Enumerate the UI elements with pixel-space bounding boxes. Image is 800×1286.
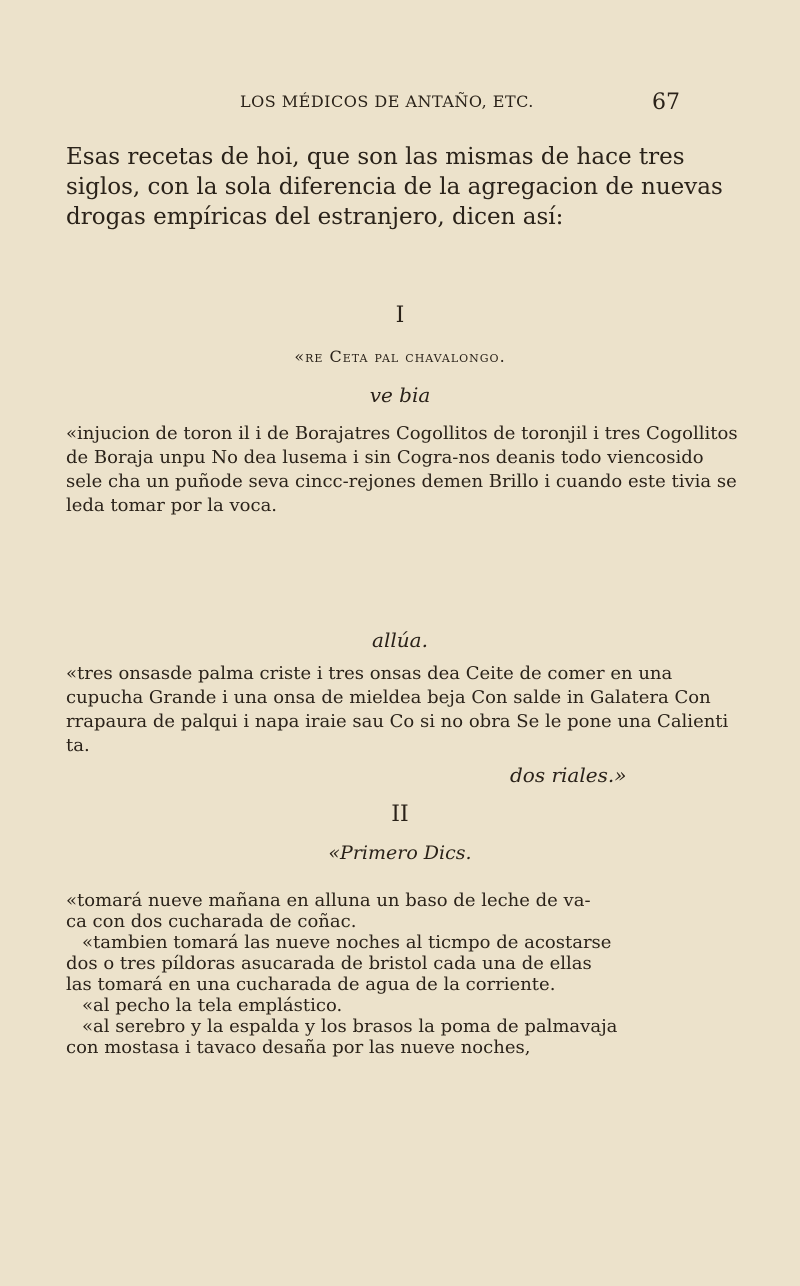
- section-1-numeral: I: [395, 303, 405, 328]
- recipe-paragraph-3: [66, 890, 738, 1058]
- section-1-subtitle-2: allúa.: [372, 628, 428, 652]
- recipe-price: dos riales.»: [510, 763, 627, 787]
- page-header: [240, 90, 680, 114]
- recipe-paragraph-1: «injucion de toron il i de Borajatres Cogollitos de toronjil i tres Cogollitos de Boraja unpu No dea lusema i sin Cogra-nos deanis todo viencosido sele cha un puñode seva cincc-rejones demen Brillo i cuando este tivia se leda tomar por la voca.: [66, 423, 738, 516]
- text-line: dos o tres píldoras asucarada de bristol cada una de ellas: [66, 953, 592, 974]
- section-2-title: «Primero Dics.: [328, 842, 472, 864]
- recipe-paragraph-2: «tres onsasde palma criste i tres onsas dea Ceite de comer en una cupucha Grande i una onsa de mieldea beja Con salde in Galatera Con rrapaura de palqui i napa iraie sau Co si no obra Se le pone una Calienti ta.: [66, 663, 729, 756]
- section-2-numeral: II: [391, 802, 409, 827]
- page-number: 67: [652, 90, 680, 115]
- text-line: «tambien tomará las nueve noches al ticmpo de acostarse: [82, 932, 612, 953]
- text-line: ca con dos cucharada de coñac.: [66, 911, 357, 932]
- intro-paragraph: Esas recetas de hoi, que son las mismas de hace tres siglos, con la sola diferencia de la agregacion de nuevas drogas empíricas del estranjero, dicen así:: [66, 144, 723, 230]
- section-1-subtitle: ve bia: [369, 383, 431, 407]
- section-1-title: «re Ceta pal chavalongo.: [294, 347, 506, 366]
- text-line: «al pecho la tela emplástico.: [82, 995, 343, 1016]
- text-line: «al serebro y la espalda y los brasos la poma de palmavaja: [82, 1016, 618, 1037]
- text-line: las tomará en una cucharada de agua de la corriente.: [66, 974, 556, 995]
- text-line: con mostasa i tavaco desaña por las nueve noches,: [66, 1037, 531, 1058]
- text-line: «tomará nueve mañana en alluna un baso de leche de va-: [66, 890, 591, 911]
- running-head: LOS MÉDICOS DE ANTAÑO, ETC.: [240, 92, 534, 111]
